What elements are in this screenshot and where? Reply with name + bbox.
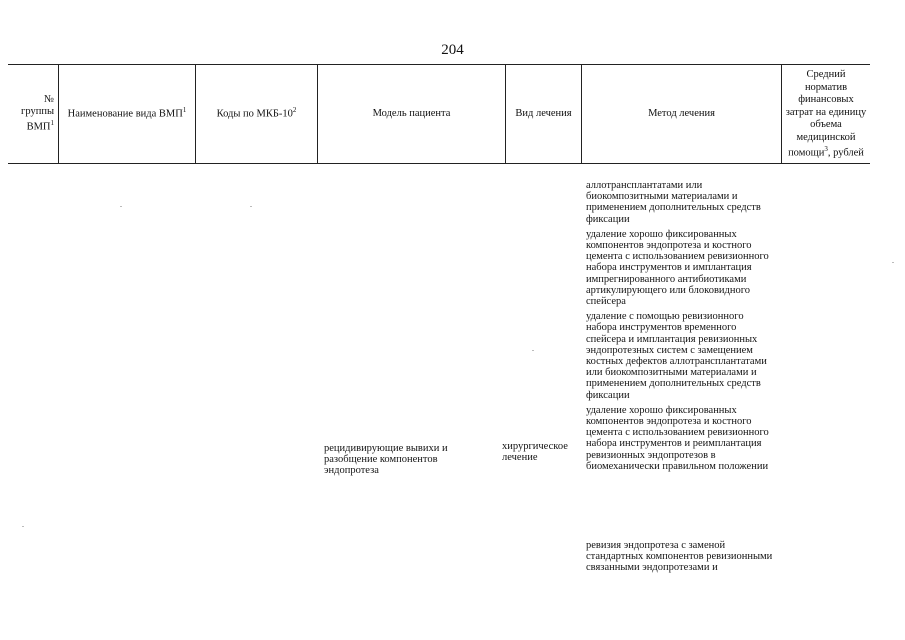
header-vmp-name-text: Наименование вида ВМП [67, 108, 183, 120]
header-patient-model [317, 65, 505, 163]
header-vmp-name [58, 65, 195, 163]
table-header [8, 64, 870, 164]
footnote-1: 1 [182, 106, 187, 115]
header-treatment-type-text: Вид лечения [515, 107, 572, 119]
method-item: аллотрансплантатами или биокомпозитными материалами и применением дополнительных средств фиксации [586, 180, 761, 225]
page-number: 204 [441, 42, 464, 58]
header-avg-cost-unit: , рублей [827, 147, 864, 159]
header-avg-cost-text: Средний норматив финансовых затрат на единицу объема медицинской помощи [785, 69, 867, 159]
scan-artifact [120, 206, 122, 207]
row-treatment-type: хирургическое лечение [502, 441, 568, 464]
header-treatment-type [505, 65, 581, 163]
method-item: удаление с помощью ревизионного набора инструментов временного спейсера и имплантация ревизионных эндопротезных систем с замещением костных дефектов аллотрансплантатами или биокомпозитными материалами и применением дополнительных средств фиксации [586, 311, 767, 401]
scan-artifact [22, 526, 24, 527]
header-treatment-method-text: Метод лечения [648, 107, 715, 119]
footnote-3: 3 [824, 144, 828, 153]
scan-artifact [532, 350, 534, 351]
method-list-top [586, 180, 786, 476]
header-avg-cost [781, 65, 870, 163]
method-item: удаление хорошо фиксированных компонентов эндопротеза и костного цемента с использованием ревизионного набора инструментов и реимплантация ревизионных эндопротезов в биомеханически правильном положении [586, 404, 769, 472]
method-list-bottom [586, 540, 786, 578]
footnote-1: 1 [50, 119, 54, 128]
header-mkb-codes-text: Коды по МКБ-10 [216, 108, 293, 120]
row-patient-model: рецидивирующие вывихи и разобщение компонентов эндопротеза [324, 443, 448, 477]
header-mkb-codes [195, 65, 317, 163]
header-group-number [8, 65, 58, 163]
scan-artifact [892, 262, 894, 263]
scan-artifact [250, 206, 252, 207]
method-item: удаление хорошо фиксированных компонентов эндопротеза и костного цемента с использованием ревизионного набора инструментов и имплантация импрегнированного антибиотиками артикулирующего или блоковидного спейсера [586, 228, 769, 308]
method-item: ревизия эндопротеза с заменой стандартных компонентов ревизионными связанными эндопротезами и [586, 540, 773, 574]
header-treatment-method [581, 65, 781, 163]
footnote-2: 2 [292, 106, 297, 115]
header-patient-model-text: Модель пациента [372, 107, 451, 119]
header-group-number-text: № группы ВМП [21, 93, 54, 133]
